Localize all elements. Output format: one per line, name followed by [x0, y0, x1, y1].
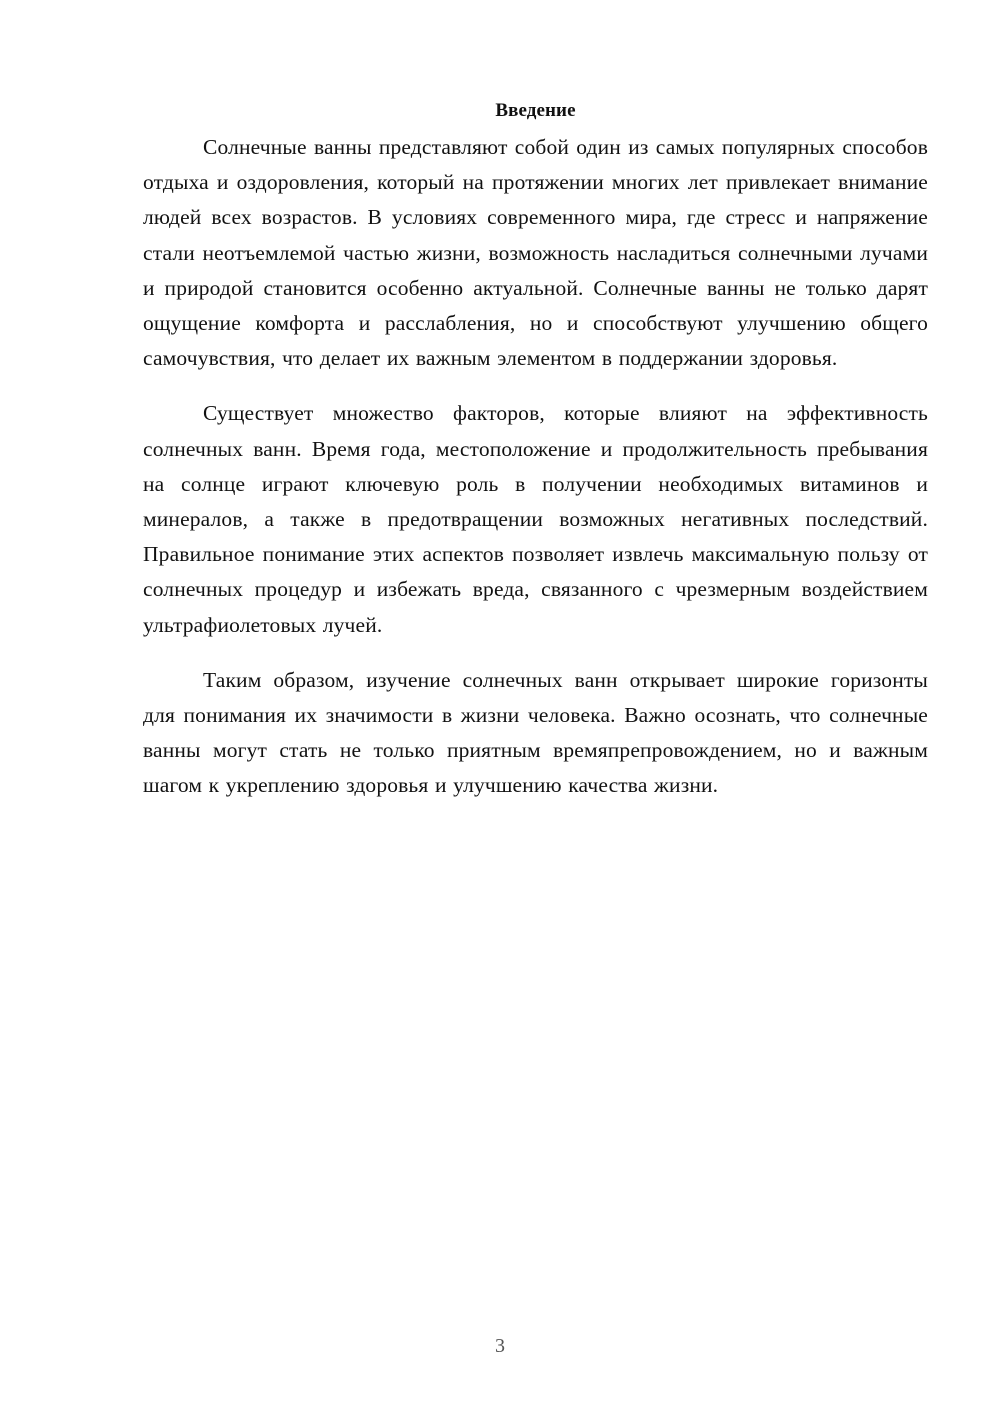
- paragraph-factors: Существует множество факторов, которые влияют на эффективность солнечных ванн. Время года, местоположение и продолжительность пребывания на солнце играют ключевую роль в получении необходимых витаминов и минералов, а также в предотвращении возможных негативных последствий. Правильное понимание этих аспектов позволяет извлечь максимальную пользу от солнечных процедур и избежать вреда, связанного с чрезмерным воздействием ультрафиолетовых лучей.: [143, 401, 928, 637]
- page-content: [143, 96, 928, 824]
- paragraph-conclusion: Таким образом, изучение солнечных ванн открывает широкие горизонты для понимания их значимости в жизни человека. Важно осознать, что солнечные ванны могут стать не только приятным времяпрепровождением, но и важным шагом к укреплению здоровья и улучшению качества жизни.: [143, 667, 928, 798]
- paragraph-intro: Солнечные ванны представляют собой один из самых популярных способов отдыха и оздоровления, который на протяжении многих лет привлекает внимание людей всех возрастов. В условиях современного мира, где стресс и напряжение стали неотъемлемой частью жизни, возможность насладиться солнечными лучами и природой становится особенно актуальной. Солнечные ванны не только дарят ощущение комфорта и расслабления, но и способствуют улучшению общего самочувствия, что делает их важным элементом в поддержании здоровья.: [143, 135, 928, 371]
- page-title: Введение: [495, 100, 576, 121]
- page-number: 3: [495, 1335, 505, 1357]
